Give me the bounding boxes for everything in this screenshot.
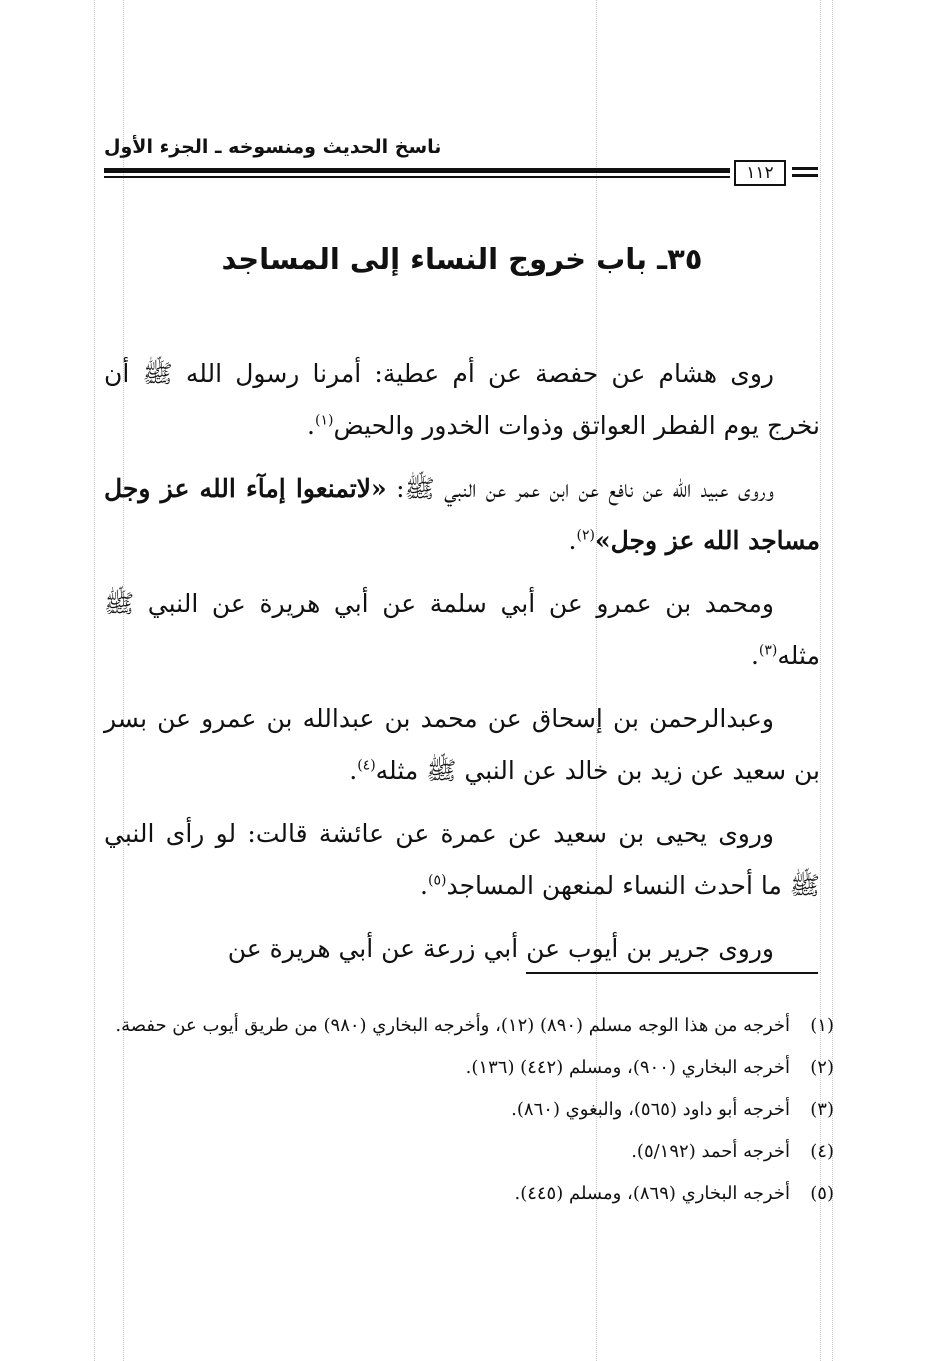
page-number: ١١٢ (734, 160, 786, 186)
section-title: ٣٥ـ باب خروج النساء إلى المساجد (221, 242, 703, 276)
paragraph-text: وروى يحيى بن سعيد عن عمرة عن عائشة قالت: لو رأى النبي ﷺ ما أحدث النساء لمنعهن المساجد (104, 819, 820, 900)
main-text (104, 348, 820, 975)
paragraph-1 (104, 348, 820, 452)
hadith-quote: «لاتمنعوا إمآء الله عز وجل مساجد الله عز وجل» (104, 474, 820, 555)
paragraph-5 (104, 808, 820, 912)
paragraph-text: وروى عبيد الله عن نافع عن ابن عمر عن النبي ﷺ: (396, 474, 774, 503)
paragraph-end: . (420, 871, 428, 900)
paragraph-4 (104, 693, 820, 797)
running-header (104, 132, 820, 168)
footnote-text: أخرجه البخاري (٩٠٠)، ومسلم (٤٤٢) (١٣٦). (465, 1057, 790, 1078)
footnote-item (104, 1178, 834, 1210)
header-rule-thin (104, 176, 730, 178)
footnote-item (104, 1094, 834, 1126)
footnote-number: (٤) (810, 1141, 834, 1162)
paragraph-text: ومحمد بن عمرو عن أبي سلمة عن أبي هريرة عن النبي ﷺ مثله (104, 589, 820, 670)
paragraph-text: وعبدالرحمن بن إسحاق عن محمد بن عبدالله بن عمرو عن بسر بن سعيد عن زيد بن خالد عن النبي ﷺ مثله (104, 704, 820, 785)
header-rule-thick (104, 168, 730, 173)
footnote-item (104, 1010, 834, 1042)
margin-guide-left-outer (94, 0, 95, 1361)
page-number-ornament-top (792, 167, 818, 170)
footnote-text: أخرجه أبو داود (٥٦٥)، والبغوي (٨٦٠). (511, 1099, 790, 1120)
footnote-text: أخرجه من هذا الوجه مسلم (٨٩٠) (١٢)، وأخرجه البخاري (٩٨٠) من طريق أيوب عن حفصة. (115, 1015, 790, 1036)
footnote-number: (٥) (810, 1183, 834, 1204)
footnotes (104, 1010, 834, 1220)
footnote-ref: (١) (314, 412, 334, 429)
footnote-ref: (٣) (758, 642, 778, 659)
paragraph-2 (104, 463, 820, 567)
paragraph-text: روى هشام عن حفصة عن أم عطية: أمرنا رسول الله ﷺ أن نخرج يوم الفطر العواتق وذوات الخدور والحيض (104, 359, 820, 440)
page-number-ornament-bottom (792, 174, 818, 177)
footnote-number: (٣) (810, 1099, 834, 1120)
paragraph-end: . (568, 526, 577, 555)
paragraph-6 (104, 923, 820, 975)
paragraph-end: . (307, 411, 315, 440)
footnote-number: (٢) (810, 1057, 834, 1078)
paragraph-end: . (349, 756, 358, 785)
footnote-ref: (٥) (428, 872, 447, 889)
footnote-ref: (٢) (576, 527, 595, 544)
footnote-item (104, 1136, 834, 1168)
footnote-text: أخرجه أحمد (٥/١٩٢). (631, 1141, 790, 1162)
footnote-number: (١) (810, 1015, 834, 1036)
paragraph-3 (104, 578, 820, 682)
footnote-ref: (٤) (357, 757, 376, 774)
running-header-title: ناسخ الحديث ومنسوخه ـ الجزء الأول (104, 136, 442, 158)
paragraph-end: . (750, 641, 759, 670)
footnote-text: أخرجه البخاري (٨٦٩)، ومسلم (٤٤٥). (514, 1183, 790, 1204)
footnote-separator (526, 972, 818, 974)
paragraph-text: وروى جرير بن أيوب عن أبي زرعة عن أبي هريرة عن (227, 934, 774, 963)
footnote-item (104, 1052, 834, 1084)
